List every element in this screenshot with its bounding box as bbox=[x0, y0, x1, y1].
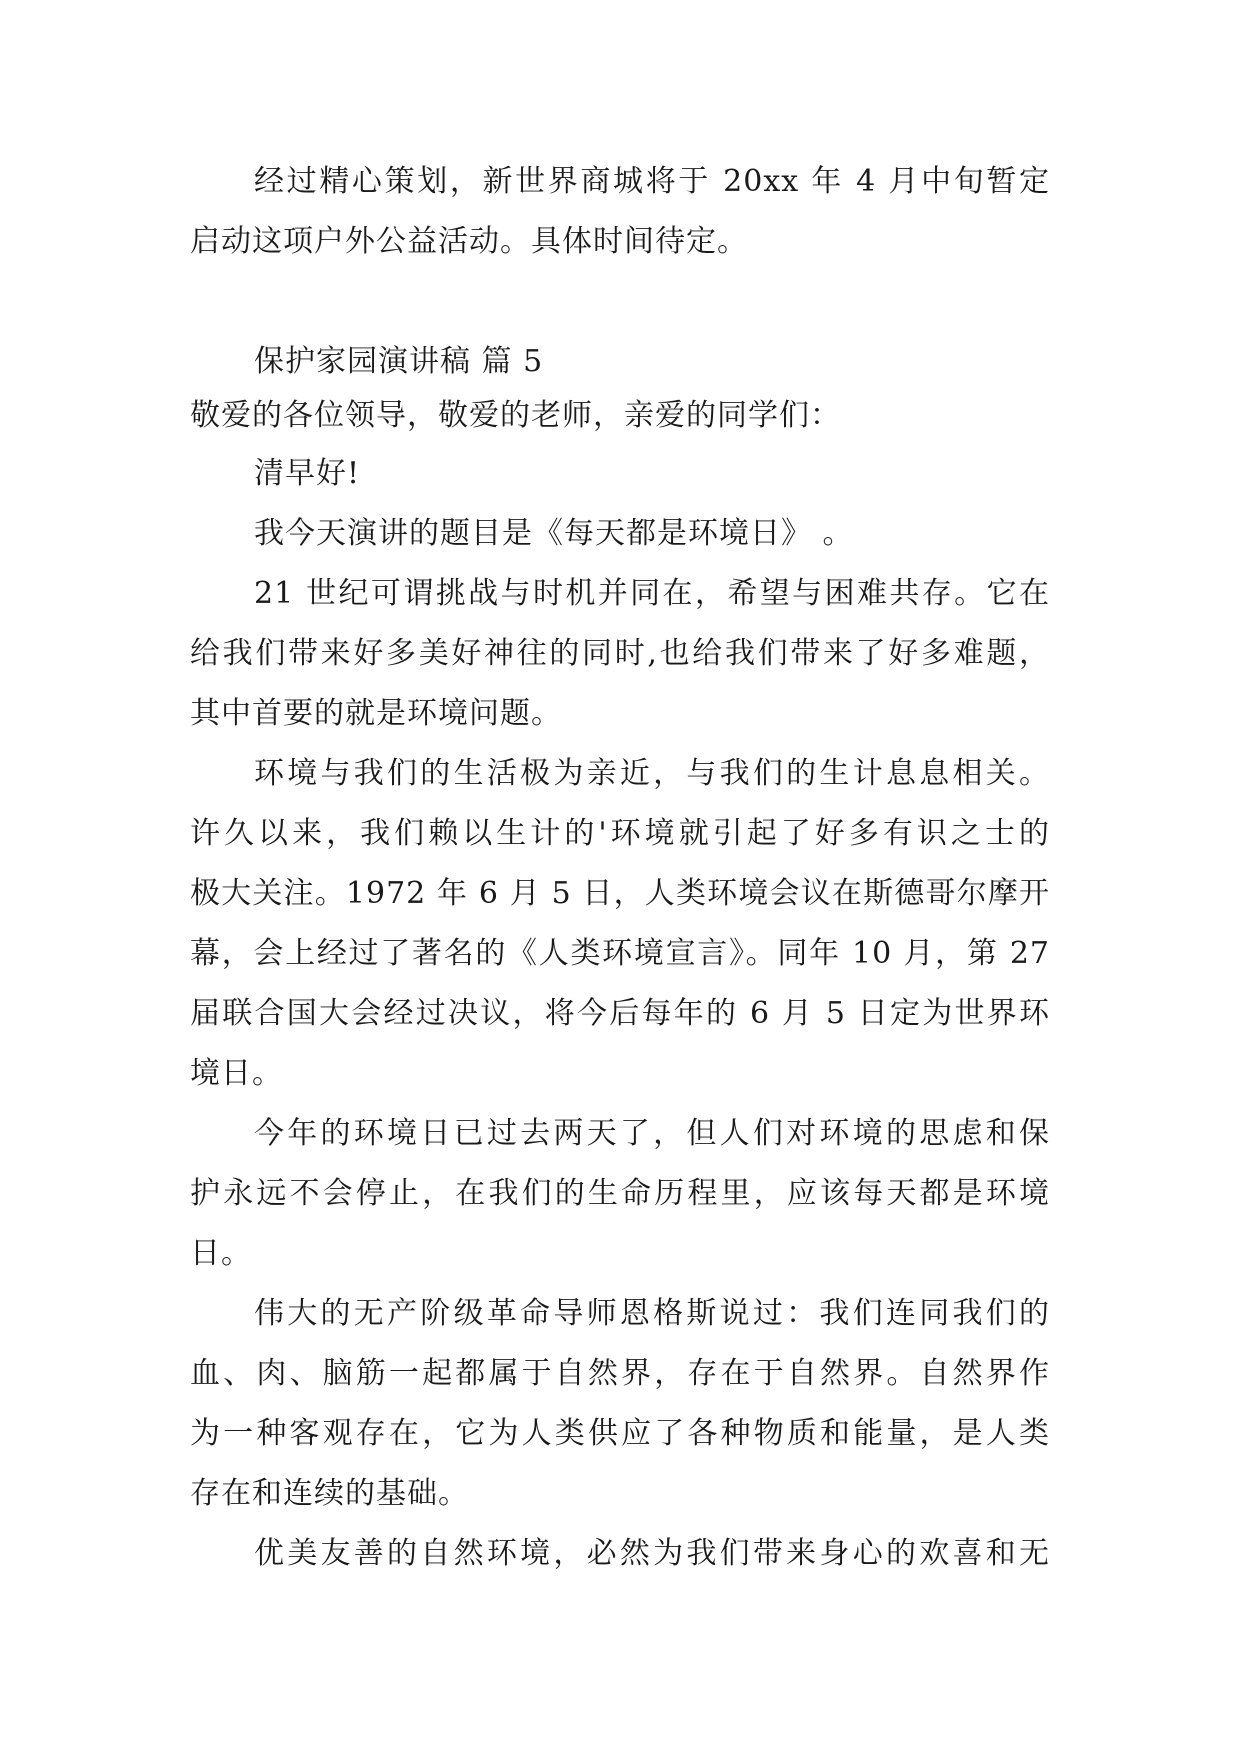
greeting: 清早好! bbox=[254, 456, 361, 491]
paragraph-line: 经过精心策划，新世界商城将于 20xx 年 4 月中旬暂定 bbox=[254, 164, 1050, 199]
paragraph-line: 21 世纪可谓挑战与时机并同在，希望与困难共存。它在 bbox=[254, 576, 1050, 611]
speech-topic: 我今天演讲的题目是《每天都是环境日》 。 bbox=[254, 516, 854, 551]
paragraph-line: 血、肉、脑筋一起都属于自然界，存在于自然界。自然界作 bbox=[190, 1356, 1050, 1391]
paragraph-line: 环境与我们的生活极为亲近，与我们的生计息息相关。 bbox=[254, 756, 1050, 791]
section-heading: 保护家园演讲稿 篇 5 bbox=[254, 344, 544, 379]
paragraph-line: 护永远不会停止，在我们的生命历程里，应该每天都是环境 bbox=[190, 1176, 1050, 1211]
paragraph-line: 极大关注。1972 年 6 月 5 日，人类环境会议在斯德哥尔摩开 bbox=[190, 876, 1050, 911]
paragraph-line: 今年的环境日已过去两天了，但人们对环境的思虑和保 bbox=[254, 1116, 1050, 1151]
paragraph-line: 启动这项户外公益活动。具体时间待定。 bbox=[190, 224, 748, 259]
paragraph-line: 幕，会上经过了著名的《人类环境宣言》。同年 10 月，第 27 bbox=[190, 936, 1050, 971]
paragraph-line: 境日。 bbox=[190, 1056, 283, 1091]
salutation: 敬爱的各位领导，敬爱的老师，亲爱的同学们： bbox=[190, 398, 841, 433]
paragraph-line: 许久以来，我们赖以生计的'环境就引起了好多有识之士的 bbox=[190, 816, 1050, 851]
paragraph-line: 存在和连续的基础。 bbox=[190, 1476, 469, 1511]
paragraph-line: 伟大的无产阶级革命导师恩格斯说过：我们连同我们的 bbox=[254, 1296, 1050, 1331]
paragraph-line: 日。 bbox=[190, 1236, 252, 1271]
paragraph-line: 届联合国大会经过决议，将今后每年的 6 月 5 日定为世界环 bbox=[190, 996, 1050, 1031]
paragraph-line: 其中首要的就是环境问题。 bbox=[190, 696, 562, 731]
paragraph-line: 为一种客观存在，它为人类供应了各种物质和能量，是人类 bbox=[190, 1416, 1050, 1451]
paragraph-line: 优美友善的自然环境，必然为我们带来身心的欢喜和无 bbox=[254, 1536, 1050, 1571]
paragraph-line: 给我们带来好多美好神往的同时,也给我们带来了好多难题， bbox=[190, 636, 1050, 671]
